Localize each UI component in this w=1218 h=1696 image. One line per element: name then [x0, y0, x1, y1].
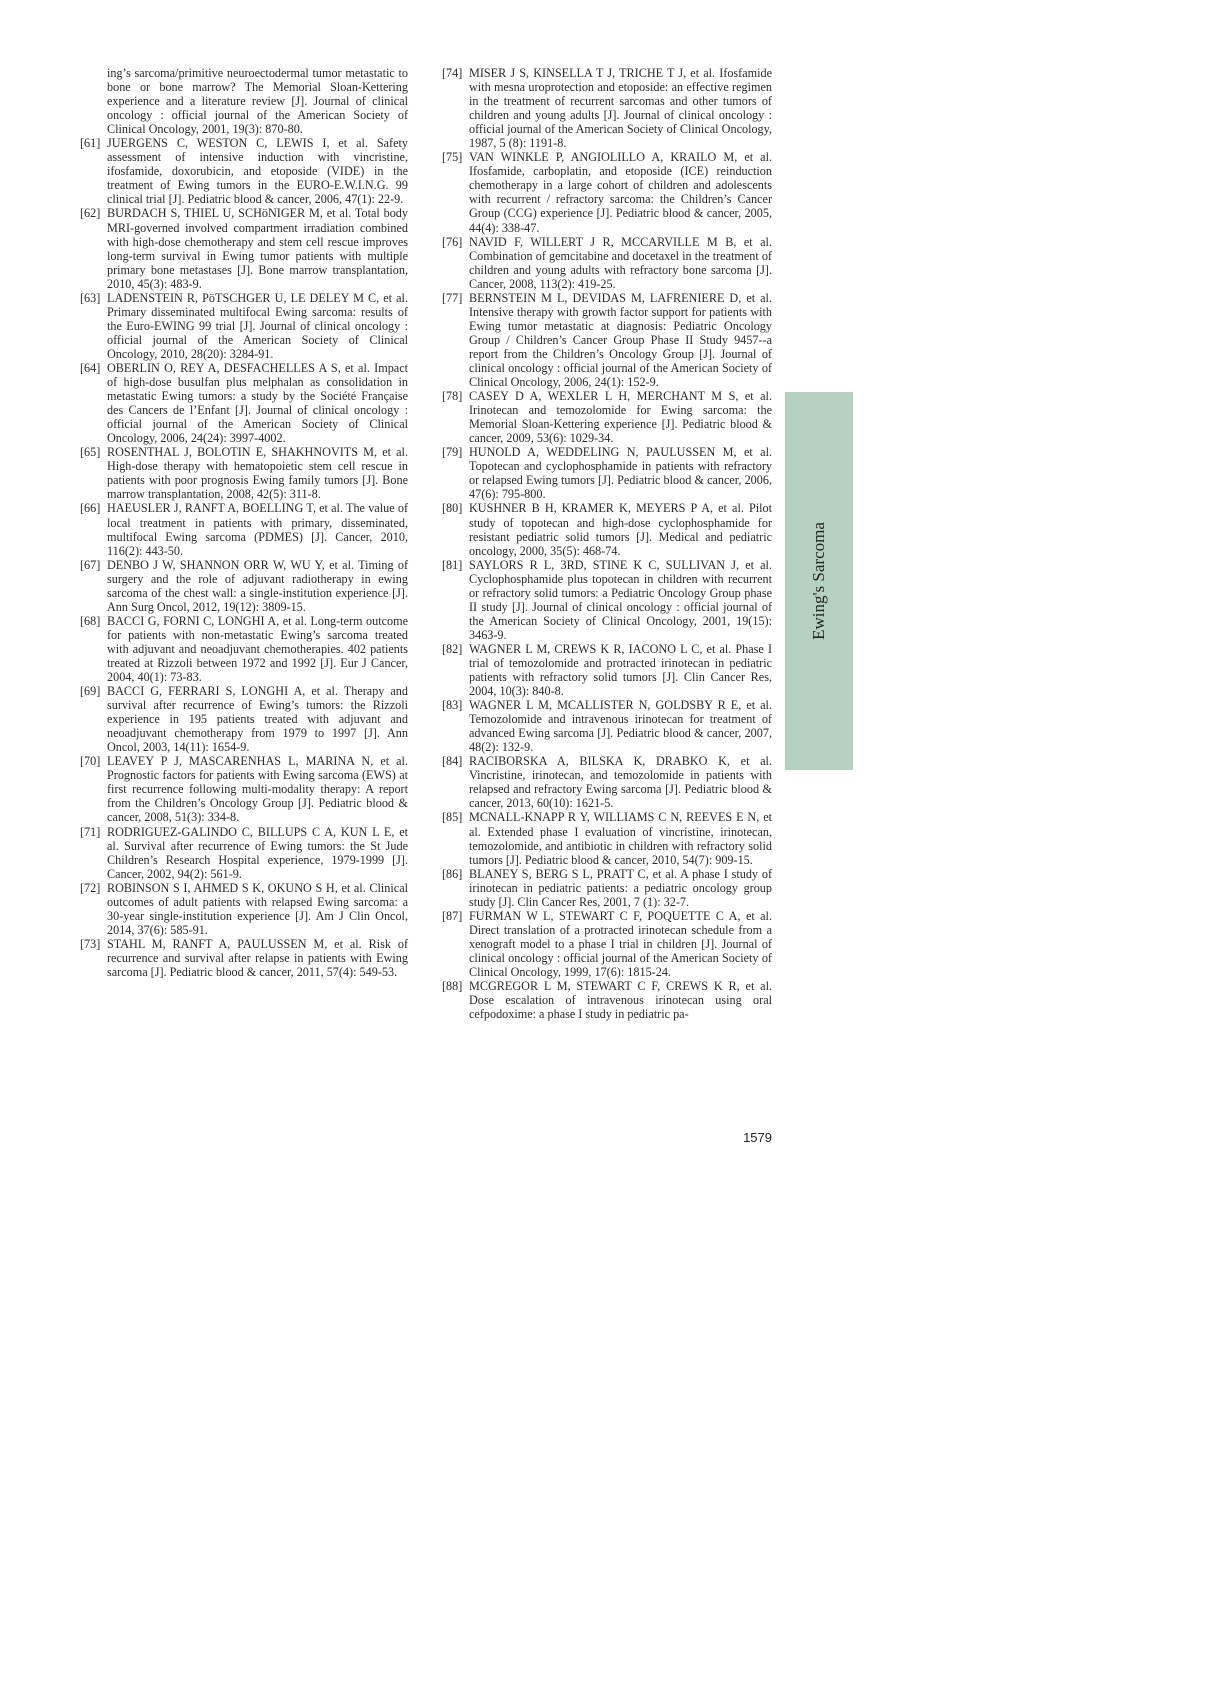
reference-text: BERNSTEIN M L, DEVIDAS M, LAFRENIERE D, et al. Intensive therapy with growth factor support for patients with Ewing tumor metastatic at diagnosis: Pediatric Oncology Group / Children’s Cancer Group Phase II Study 9457--a report from the Children’s Oncology Group [J]. Journal of clinical oncology : official journal of the American Society of Clinical Oncology, 2006, 24(1): 152-9. — [469, 290, 772, 390]
reference-text: BACCI G, FORNI C, LONGHI A, et al. Long-term outcome for patients with non-metastatic Ewing’s sarcoma treated with adjuvant and neoadjuvant chemotherapies. 402 patients treated at Rizzoli between 1972 and 1992 [J]. Eur J Cancer, 2004, 40(1): 73-83. — [107, 613, 408, 685]
reference-number: [74] — [442, 66, 463, 80]
reference-item — [80, 136, 408, 206]
reference-number: [79] — [442, 445, 463, 460]
reference-item — [442, 979, 772, 1021]
reference-number: [75] — [442, 150, 463, 165]
reference-text: DENBO J W, SHANNON ORR W, WU Y, et al. Timing of surgery and the role of adjuvant radiotherapy in ewing sarcoma of the chest wall: a single-institution experience [J]. Ann Surg Oncol, 2012, 19(12): 3809-15. — [107, 557, 408, 614]
reference-number: [67] — [80, 557, 101, 572]
reference-number: [82] — [442, 641, 463, 656]
reference-number: [87] — [442, 908, 463, 923]
right-reference-column — [442, 66, 772, 1021]
reference-text: KUSHNER B H, KRAMER K, MEYERS P A, et al. Pilot study of topotecan and high-dose cyclophosphamide for resistant pediatric solid tumors [J]. Medical and pediatric oncology, 2000, 35(5): 468-74. — [469, 501, 772, 558]
reference-number: [69] — [80, 684, 101, 699]
reference-text: LADENSTEIN R, PöTSCHGER U, LE DELEY M C, et al. Primary disseminated multifocal Ewing sarcoma: results of the Euro-EWING 99 trial [J]. Journal of clinical oncology : official journal of the American Society of Clinical Oncology, 2010, 28(20): 3284-91. — [107, 290, 408, 361]
left-reference-list — [80, 136, 408, 979]
left-reference-column — [80, 66, 408, 979]
reference-number: [68] — [80, 613, 101, 628]
reference-number: [80] — [442, 501, 463, 516]
reference-text: LEAVEY P J, MASCARENHAS L, MARINA N, et al. Prognostic factors for patients with Ewing sarcoma (EWS) at first recurrence following multi-modality therapy: A report from the Children’s Oncology Group [J]. Pediatric blood & cancer, 2008, 51(3): 334-8. — [107, 754, 408, 825]
reference-text: BACCI G, FERRARI S, LONGHI A, et al. Therapy and survival after recurrence of Ewing’s tumors: the Rizzoli experience in 195 patients treated with adjuvant and neoadjuvant chemotherapy from 1979 to 1997 [J]. Ann Oncol, 2003, 14(11): 1654-9. — [107, 684, 408, 755]
reference-text: WAGNER L M, MCALLISTER N, GOLDSBY R E, et al. Temozolomide and intravenous irinotecan for treatment of advanced Ewing sarcoma [J]. Pediatric blood & cancer, 2007, 48(2): 132-9. — [469, 698, 772, 755]
reference-number: [66] — [80, 501, 101, 516]
reference-item — [442, 558, 772, 642]
reference-item — [80, 558, 408, 614]
reference-item — [80, 501, 408, 557]
reference-number: [77] — [442, 290, 463, 305]
section-tab — [785, 392, 853, 770]
reference-number: [76] — [442, 234, 463, 249]
reference-number: [64] — [80, 360, 101, 375]
reference-number: [88] — [442, 979, 463, 994]
reference-item — [442, 235, 772, 291]
reference-text: MISER J S, KINSELLA T J, TRICHE T J, et al. Ifosfamide with mesna uroprotection and etoposide: an effective regimen in the treatment of recurrent sarcomas and other tumors of children and young adults [J]. Journal of clinical oncology : official journal of the American Society of Clinical Oncology, 1987, 5 (8): 1191-8. — [469, 66, 772, 151]
reference-text: SAYLORS R L, 3RD, STINE K C, SULLIVAN J, et al. Cyclophosphamide plus topotecan in children with recurrent or refractory solid tumors: a Pediatric Oncology Group phase II study [J]. Journal of clinical oncology : official journal of the American Society of Clinical Oncology, 2001, 19(15): 3463-9. — [469, 557, 772, 642]
reference-number: [61] — [80, 136, 101, 151]
reference-item — [442, 754, 772, 810]
reference-number: [62] — [80, 206, 101, 221]
reference-item — [80, 754, 408, 824]
reference-item — [442, 909, 772, 979]
section-tab-label: Ewing's Sarcoma — [809, 522, 828, 640]
reference-text: STAHL M, RANFT A, PAULUSSEN M, et al. Risk of recurrence and survival after relapse in patients with Ewing sarcoma [J]. Pediatric blood & cancer, 2011, 57(4): 549-53. — [107, 936, 408, 979]
reference-number: [70] — [80, 754, 101, 769]
reference-number: [81] — [442, 557, 463, 572]
reference-number: [85] — [442, 810, 463, 825]
reference-number: [65] — [80, 445, 101, 460]
reference-text: JUERGENS C, WESTON C, LEWIS I, et al. Safety assessment of intensive induction with vincristine, ifosfamide, doxorubicin, and etoposide (VIDE) in the treatment of Ewing tumors in the EURO-E.W.I.N.G. 99 clinical trial [J]. Pediatric blood & cancer, 2006, 47(1): 22-9. — [107, 136, 408, 207]
reference-text: MCNALL-KNAPP R Y, WILLIAMS C N, REEVES E N, et al. Extended phase I evaluation of vincristine, irinotecan, temozolomide, and antibiotic in children with refractory solid tumors [J]. Pediatric blood & cancer, 2010, 54(7): 909-15. — [469, 810, 772, 867]
reference-text: MCGREGOR L M, STEWART C F, CREWS K R, et al. Dose escalation of intravenous irinotecan using oral cefpodoxime: a phase I study in pediatric pa- — [469, 979, 772, 1022]
reference-item — [80, 684, 408, 754]
reference-item — [80, 206, 408, 290]
reference-number: [72] — [80, 880, 101, 895]
reference-item — [442, 291, 772, 389]
reference-number: [78] — [442, 389, 463, 404]
reference-number: [63] — [80, 290, 101, 305]
right-reference-list — [442, 66, 772, 1021]
reference-text: RODRIGUEZ-GALINDO C, BILLUPS C A, KUN L E, et al. Survival after recurrence of Ewing tumors: the St Jude Children’s Research Hospital experience, 1979-1999 [J]. Cancer, 2002, 94(2): 561-9. — [107, 824, 408, 881]
reference-item — [442, 66, 772, 150]
reference-number: [83] — [442, 698, 463, 713]
reference-item — [80, 445, 408, 501]
reference-item — [80, 825, 408, 881]
reference-text: BLANEY S, BERG S L, PRATT C, et al. A phase I study of irinotecan in pediatric patients: a pediatric oncology group study [J]. Clin Cancer Res, 2001, 7 (1): 32-7. — [469, 866, 772, 909]
reference-item — [442, 810, 772, 866]
reference-text: NAVID F, WILLERT J R, MCCARVILLE M B, et al. Combination of gemcitabine and docetaxel in the treatment of children and young adults with refractory bone sarcoma [J]. Cancer, 2008, 113(2): 419-25. — [469, 234, 772, 291]
reference-item — [80, 291, 408, 361]
reference-number: [71] — [80, 824, 101, 839]
reference-text: HAEUSLER J, RANFT A, BOELLING T, et al. The value of local treatment in patients with primary, disseminated, multifocal Ewing sarcoma (PDMES) [J]. Cancer, 2010, 116(2): 443-50. — [107, 501, 408, 558]
reference-item — [80, 937, 408, 979]
reference-text: BURDACH S, THIEL U, SCHöNIGER M, et al. Total body MRI-governed involved compartment irradiation combined with high-dose chemotherapy and stem cell rescue improves long-term survival in Ewing tumor patients with multiple primary bone metastases [J]. Bone marrow transplantation, 2010, 45(3): 483-9. — [107, 206, 408, 291]
reference-text: WAGNER L M, CREWS K R, IACONO L C, et al. Phase I trial of temozolomide and protracted irinotecan in pediatric patients with refractory solid tumors [J]. Clin Cancer Res, 2004, 10(3): 840-8. — [469, 641, 772, 699]
reference-item — [442, 642, 772, 698]
reference-text: VAN WINKLE P, ANGIOLILLO A, KRAILO M, et al. Ifosfamide, carboplatin, and etoposide (ICE) reinduction chemotherapy in a large cohort of children and adolescents with recurrent / refractory sarcoma: the Children’s Cancer Group (CCG) experience [J]. Pediatric blood & cancer, 2005, 44(4): 338-47. — [469, 150, 772, 235]
reference-number: [73] — [80, 936, 101, 951]
reference-text: ing’s sarcoma/primitive neuroectodermal tumor metastatic to bone or bone marrow? The Memorial Sloan-Kettering experience and a literature review [J]. Journal of clinical oncology : official journal of the American Society of Clinical Oncology, 2001, 19(3): 870-80. — [107, 66, 408, 137]
reference-number: [84] — [442, 754, 463, 769]
reference-number: [86] — [442, 866, 463, 881]
reference-item — [442, 698, 772, 754]
reference-item — [442, 150, 772, 234]
reference-text: OBERLIN O, REY A, DESFACHELLES A S, et al. Impact of high-dose busulfan plus melphalan as consolidation in metastatic Ewing tumors: a study by the Société Française des Cancers de l’Enfant [J]. Journal of clinical oncology : official journal of the American Society of Clinical Oncology, 2006, 24(24): 3997-4002. — [107, 360, 408, 446]
reference-item — [442, 389, 772, 445]
reference-item — [80, 881, 408, 937]
reference-item — [442, 501, 772, 557]
reference-item — [80, 361, 408, 445]
reference-item — [442, 867, 772, 909]
reference-text: ROSENTHAL J, BOLOTIN E, SHAKHNOVITS M, et al. High-dose therapy with hematopoietic stem cell rescue in patients with poor prognosis Ewing family tumors [J]. Bone marrow transplantation, 2008, 42(5): 311-8. — [107, 445, 408, 502]
page-number: 1579 — [743, 1130, 772, 1145]
reference-text: ROBINSON S I, AHMED S K, OKUNO S H, et al. Clinical outcomes of adult patients with relapsed Ewing sarcoma: a 30-year single-institution experience [J]. Am J Clin Oncol, 2014, 37(6): 585-91. — [107, 880, 408, 937]
continued-reference — [80, 66, 408, 136]
reference-text: CASEY D A, WEXLER L H, MERCHANT M S, et al. Irinotecan and temozolomide for Ewing sarcoma: the Memorial Sloan-Kettering experience [J]. Pediatric blood & cancer, 2009, 53(6): 1029-34. — [469, 389, 772, 446]
reference-text: FURMAN W L, STEWART C F, POQUETTE C A, et al. Direct translation of a protracted irinotecan schedule from a xenograft model to a phase I trial in children [J]. Journal of clinical oncology : official journal of the American Society of Clinical Oncology, 1999, 17(6): 1815-24. — [469, 908, 772, 979]
reference-item — [80, 614, 408, 684]
reference-item — [442, 445, 772, 501]
reference-text: RACIBORSKA A, BILSKA K, DRABKO K, et al. Vincristine, irinotecan, and temozolomide in patients with relapsed and refractory Ewing sarcoma [J]. Pediatric blood & cancer, 2013, 60(10): 1621-5. — [469, 754, 772, 811]
reference-text: HUNOLD A, WEDDELING N, PAULUSSEN M, et al. Topotecan and cyclophosphamide in patients with refractory or relapsed Ewing tumors [J]. Pediatric blood & cancer, 2006, 47(6): 795-800. — [469, 445, 772, 502]
